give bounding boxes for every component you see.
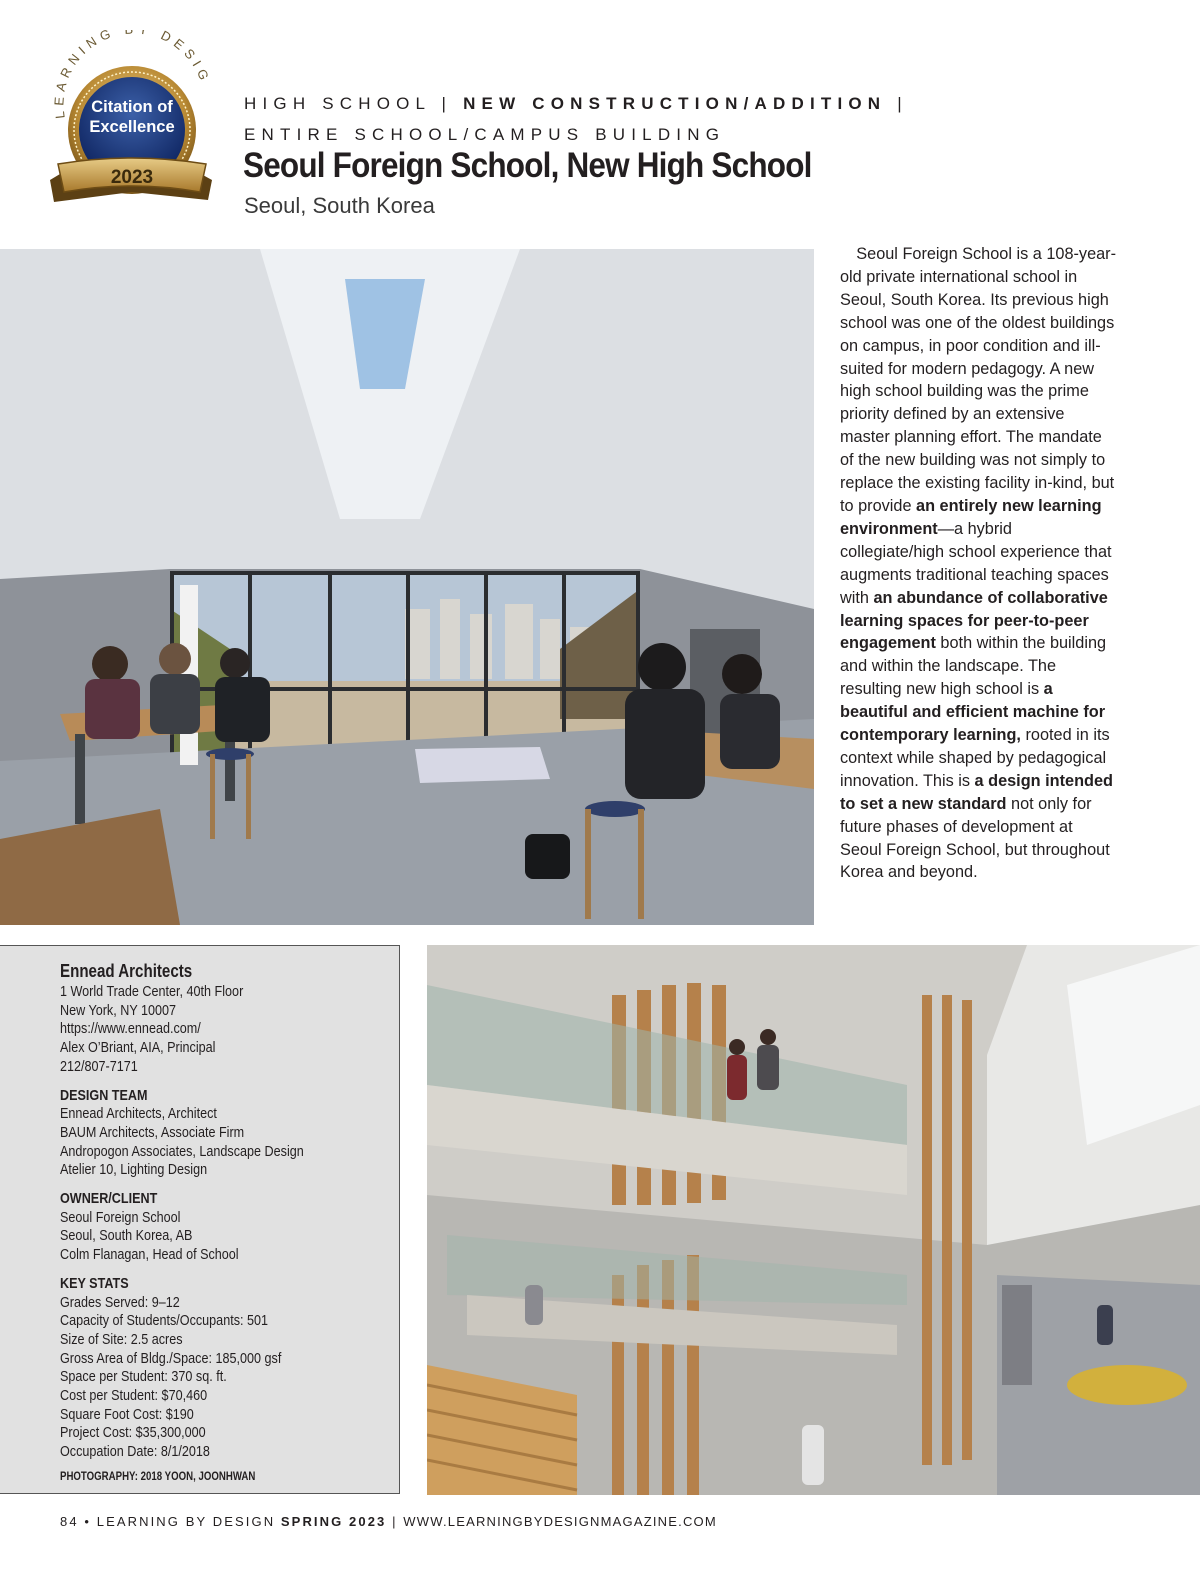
info-section-line: Gross Area of Bldg./Space: 185,000 gsf bbox=[60, 1349, 282, 1367]
info-section-heading: OWNER/CLIENT bbox=[60, 1190, 158, 1208]
info-section-line: Seoul Foreign School bbox=[60, 1208, 181, 1226]
magazine-name: LEARNING BY DESIGN bbox=[96, 1514, 281, 1529]
category-line-1 bbox=[244, 88, 1144, 119]
info-section-heading: KEY STATS bbox=[60, 1274, 129, 1292]
page-footer bbox=[60, 1514, 717, 1529]
article-emphasis: a design intended to set a new standard bbox=[840, 771, 1113, 813]
info-section-line: BAUM Architects, Associate Firm bbox=[60, 1123, 245, 1141]
article-emphasis: an abundance of collaborative learning spaces for peer-to-peer engagement bbox=[840, 588, 1108, 653]
location-subtitle: Seoul, South Korea bbox=[244, 193, 435, 218]
info-section-line: Capacity of Students/Occupants: 501 bbox=[60, 1312, 269, 1330]
stairwell-photo bbox=[427, 945, 1200, 1495]
article-text: not only for future phases of development at Seoul Foreign School, but throughout Korea and beyond. bbox=[840, 794, 1110, 882]
article-body bbox=[840, 243, 1118, 884]
photo-credit: PHOTOGRAPHY: 2018 YOON, JOONHWAN bbox=[60, 1470, 256, 1483]
badge-graphic bbox=[40, 30, 230, 220]
article-text: Seoul Foreign School is a 108-year-old private international school in Seoul, South Korea. Its previous high school was one of the oldest buildings on campus, in poor condition and ill-suited for modern pedagogy. A new high school building was the prime priority defined by an extensive master planning effort. The mandate of the new building was not simply to replace the existing facility in-kind, but to provide bbox=[840, 245, 1117, 515]
badge-line1: Citation of bbox=[91, 98, 173, 116]
category-separator: | bbox=[886, 94, 908, 113]
info-section-line: Size of Site: 2.5 acres bbox=[60, 1330, 183, 1348]
page-title: Seoul Foreign School, New High School bbox=[243, 146, 812, 185]
magazine-url: WWW.LEARNINGBYDESIGNMAGAZINE.COM bbox=[403, 1514, 717, 1529]
firm-detail-line: Alex O’Briant, AIA, Principal bbox=[60, 1039, 216, 1057]
firm-detail-line: New York, NY 10007 bbox=[60, 1001, 177, 1019]
footer-bar: | bbox=[386, 1514, 404, 1529]
footer-bullet: • bbox=[78, 1514, 97, 1529]
badge-arc-text: LEARNING Y DESIG bbox=[51, 30, 214, 120]
info-section-line: Square Foot Cost: $190 bbox=[60, 1405, 194, 1423]
article-text: rooted in its context while shaped by pedagogical innovation. This is bbox=[840, 726, 1110, 790]
firm-details bbox=[60, 983, 388, 1077]
category-high-school: HIGH SCHOOL | bbox=[244, 94, 464, 113]
firm-name: Ennead Architects bbox=[60, 961, 193, 981]
firm-detail-line: 1 World Trade Center, 40th Floor bbox=[60, 983, 244, 1000]
firm-detail-line: 212/807-7171 bbox=[60, 1057, 138, 1075]
category-line-2: ENTIRE SCHOOL/CAMPUS BUILDING bbox=[244, 125, 726, 144]
info-section-line: Space per Student: 370 sq. ft. bbox=[60, 1368, 227, 1386]
article-emphasis: an entirely new learning environment bbox=[840, 496, 1102, 538]
info-section-line: Ennead Architects, Architect bbox=[60, 1105, 217, 1123]
project-info-content bbox=[60, 960, 388, 1487]
info-section-line: Occupation Date: 8/1/2018 bbox=[60, 1443, 210, 1461]
citation-badge bbox=[40, 30, 230, 220]
badge-line2: Excellence bbox=[89, 118, 175, 136]
info-section-line: Andropogon Associates, Landscape Design bbox=[60, 1142, 304, 1160]
category-line bbox=[244, 88, 1144, 150]
category-new-construction: NEW CONSTRUCTION/ADDITION bbox=[463, 94, 887, 113]
info-section-line: Atelier 10, Lighting Design bbox=[60, 1161, 208, 1179]
info-section-line: Seoul, South Korea, AB bbox=[60, 1227, 193, 1245]
article-emphasis: a beautiful and efficient machine for contemporary learning, bbox=[840, 680, 1106, 745]
issue-season: SPRING 2023 bbox=[280, 1514, 387, 1529]
info-section-line: Project Cost: $35,300,000 bbox=[60, 1424, 206, 1442]
page-number: 84 bbox=[60, 1514, 79, 1529]
info-section-line: Cost per Student: $70,460 bbox=[60, 1387, 208, 1405]
classroom-photo bbox=[0, 249, 814, 925]
badge-year: 2023 bbox=[110, 167, 154, 188]
project-info-box bbox=[0, 945, 400, 1494]
article-text: both within the building and within the landscape. The resulting new high school is bbox=[840, 634, 1107, 699]
info-sections bbox=[60, 1087, 388, 1462]
firm-detail-line: https://www.ennead.com/ bbox=[60, 1020, 201, 1038]
info-section-heading: DESIGN TEAM bbox=[60, 1086, 148, 1104]
article-text: —a hybrid collegiate/high school experience that augments traditional teaching spaces with bbox=[840, 519, 1112, 607]
info-section-line: Grades Served: 9–12 bbox=[60, 1293, 180, 1311]
info-section-line: Colm Flanagan, Head of School bbox=[60, 1246, 239, 1264]
